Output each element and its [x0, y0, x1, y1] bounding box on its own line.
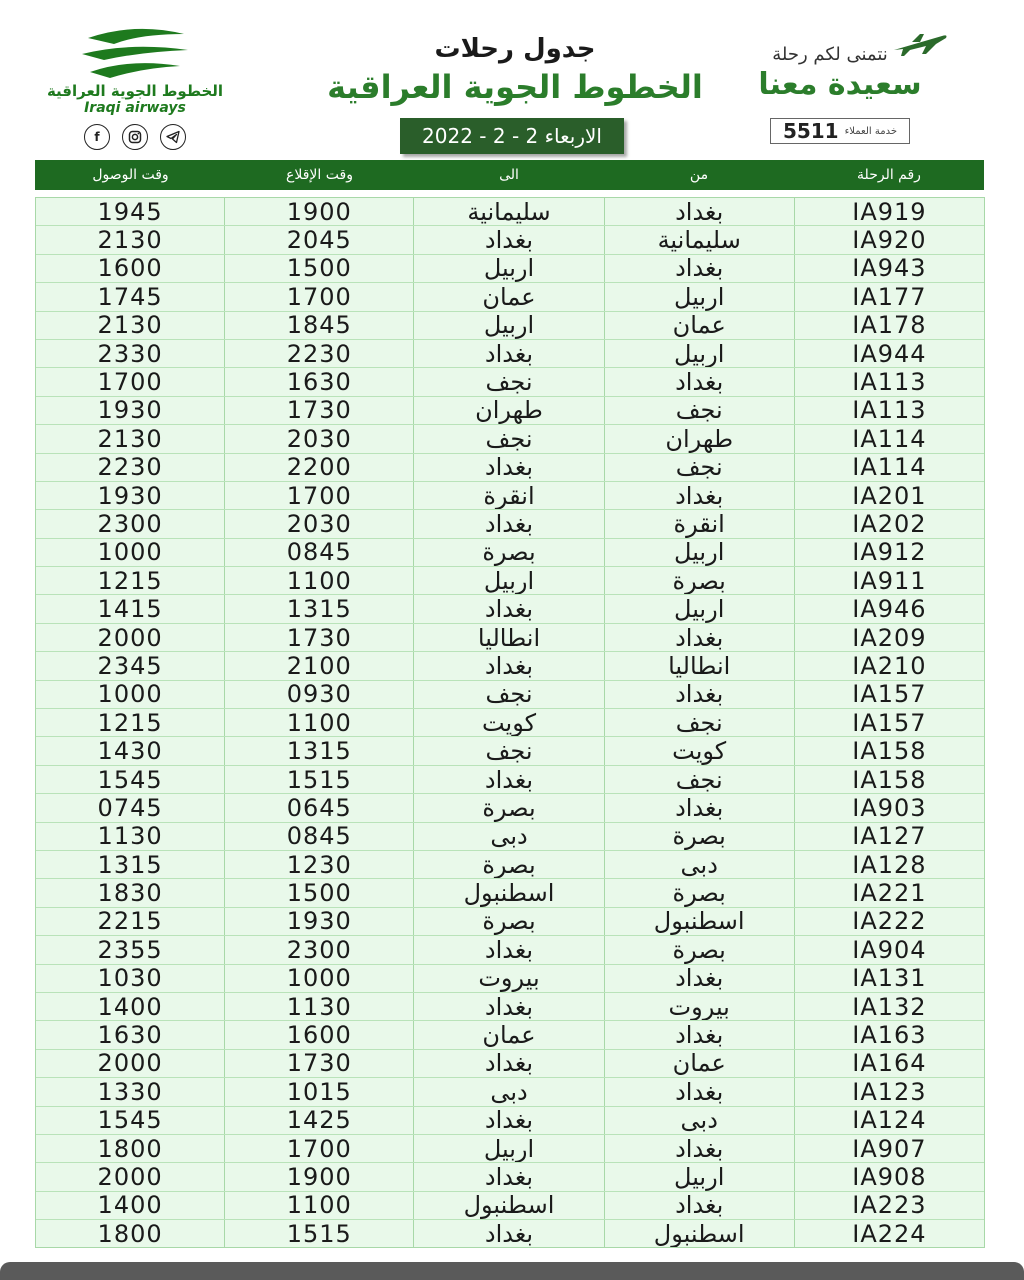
- destination-cell: بغداد: [413, 1163, 603, 1190]
- departure-time-cell: 1930: [224, 908, 413, 935]
- arrival-time-cell: 2130: [97, 226, 163, 254]
- column-header-from: من: [689, 167, 709, 183]
- destination-cell: انطاليا: [413, 624, 603, 651]
- table-row: [36, 283, 984, 311]
- flight-number-cell: IA114: [794, 454, 984, 481]
- origin-cell: بصرة: [604, 823, 794, 850]
- origin-cell: بصرة: [604, 567, 794, 594]
- origin-cell: نجف: [604, 766, 794, 793]
- iraqi-airways-logo-icon: [80, 28, 190, 80]
- destination-cell: بغداد: [413, 595, 603, 622]
- flight-number-cell: IA158: [794, 737, 984, 764]
- destination-cell: بغداد: [413, 510, 603, 537]
- destination-cell: بغداد: [413, 454, 603, 481]
- origin-cell: بغداد: [604, 1192, 794, 1219]
- table-row: [36, 965, 984, 993]
- origin-cell: بغداد: [604, 965, 794, 992]
- flight-number-cell: IA919: [794, 198, 984, 225]
- origin-cell: عمان: [604, 1050, 794, 1077]
- table-row: [36, 255, 984, 283]
- flight-number-cell: IA201: [794, 482, 984, 509]
- table-row: [36, 794, 984, 822]
- departure-time-cell: 1100: [224, 567, 413, 594]
- origin-cell: انقرة: [604, 510, 794, 537]
- table-row: [36, 823, 984, 851]
- table-row: [36, 709, 984, 737]
- table-row: [36, 1192, 984, 1220]
- table-row: [36, 1135, 984, 1163]
- flight-number-cell: IA911: [794, 567, 984, 594]
- destination-cell: اربيل: [413, 312, 603, 339]
- departure-time-cell: 1315: [224, 595, 413, 622]
- table-row: [36, 312, 984, 340]
- destination-cell: طهران: [413, 397, 603, 424]
- departure-time-cell: 0845: [224, 539, 413, 566]
- table-row: [36, 482, 984, 510]
- departure-time-cell: 1100: [224, 1192, 413, 1219]
- flight-number-cell: IA943: [794, 255, 984, 282]
- telegram-icon[interactable]: [160, 124, 186, 150]
- bottom-bar: [0, 1262, 1024, 1280]
- destination-cell: كويت: [413, 709, 603, 736]
- table-row: [36, 652, 984, 680]
- destination-cell: بغداد: [413, 1050, 603, 1077]
- page-title-block: [320, 34, 710, 106]
- flight-number-cell: IA221: [794, 879, 984, 906]
- flight-number-cell: IA202: [794, 510, 984, 537]
- arrival-time-cell: 1315: [97, 850, 163, 879]
- page-title: جدول رحلات: [434, 34, 596, 64]
- flight-number-cell: IA944: [794, 340, 984, 367]
- flight-number-cell: IA157: [794, 681, 984, 708]
- flights-table: [35, 197, 985, 1248]
- destination-cell: سليمانية: [413, 198, 603, 225]
- arrival-time-cell: 1415: [97, 595, 163, 623]
- flight-number-cell: IA908: [794, 1163, 984, 1190]
- table-row: [36, 936, 984, 964]
- destination-cell: بغداد: [413, 1220, 603, 1247]
- table-row: [36, 851, 984, 879]
- departure-time-cell: 2030: [224, 510, 413, 537]
- flight-number-cell: IA946: [794, 595, 984, 622]
- destination-cell: اسطنبول: [413, 1192, 603, 1219]
- destination-cell: عمان: [413, 1021, 603, 1048]
- arrival-time-cell: 1545: [97, 765, 163, 794]
- table-row: [36, 567, 984, 595]
- table-row: [36, 539, 984, 567]
- departure-time-cell: 1315: [224, 737, 413, 764]
- table-row: [36, 681, 984, 709]
- table-row: [36, 425, 984, 453]
- column-header-arrival: وقت الوصول: [92, 167, 169, 183]
- flight-number-cell: IA209: [794, 624, 984, 651]
- departure-time-cell: 1100: [224, 709, 413, 736]
- destination-cell: نجف: [413, 368, 603, 395]
- origin-cell: اربيل: [604, 539, 794, 566]
- origin-cell: بغداد: [604, 1078, 794, 1105]
- origin-cell: بيروت: [604, 993, 794, 1020]
- table-row: [36, 368, 984, 396]
- departure-time-cell: 1130: [224, 993, 413, 1020]
- arrival-time-cell: 2330: [97, 339, 163, 368]
- table-row: [36, 198, 984, 226]
- origin-cell: بغداد: [604, 624, 794, 651]
- arrival-time-cell: 2230: [97, 453, 163, 481]
- flight-number-cell: IA178: [794, 312, 984, 339]
- table-row: [36, 340, 984, 368]
- departure-time-cell: 0645: [224, 794, 413, 821]
- arrival-time-cell: 2000: [97, 1163, 163, 1191]
- flight-number-cell: IA124: [794, 1107, 984, 1134]
- table-row: [36, 993, 984, 1021]
- schedule-date: الاربعاء 2 - 2 - 2022: [400, 118, 624, 154]
- facebook-icon[interactable]: f: [84, 124, 110, 150]
- destination-cell: نجف: [413, 425, 603, 452]
- origin-cell: اسطنبول: [604, 908, 794, 935]
- arrival-time-cell: 1400: [97, 1191, 163, 1220]
- slogan-block: [740, 30, 950, 102]
- departure-time-cell: 0930: [224, 681, 413, 708]
- destination-cell: بصرة: [413, 851, 603, 878]
- destination-cell: بصرة: [413, 908, 603, 935]
- departure-time-cell: 1700: [224, 482, 413, 509]
- arrival-time-cell: 1830: [97, 879, 163, 907]
- arrival-time-cell: 1000: [97, 680, 163, 709]
- flight-number-cell: IA912: [794, 539, 984, 566]
- brand-name-arabic: الخطوط الجوية العراقية: [46, 82, 224, 100]
- destination-cell: بغداد: [413, 993, 603, 1020]
- instagram-icon[interactable]: [122, 124, 148, 150]
- table-header: [35, 160, 984, 190]
- origin-cell: بصرة: [604, 936, 794, 963]
- flight-number-cell: IA127: [794, 823, 984, 850]
- departure-time-cell: 0845: [224, 823, 413, 850]
- slogan-line2: سعيدة معنا: [758, 67, 922, 102]
- origin-cell: بغداد: [604, 681, 794, 708]
- arrival-time-cell: 1630: [97, 1021, 163, 1049]
- destination-cell: دبى: [413, 1078, 603, 1105]
- origin-cell: نجف: [604, 454, 794, 481]
- table-row: [36, 1220, 984, 1247]
- destination-cell: بغداد: [413, 936, 603, 963]
- arrival-time-cell: 1700: [97, 368, 163, 396]
- departure-time-cell: 1730: [224, 1050, 413, 1077]
- departure-time-cell: 1900: [224, 198, 413, 225]
- flight-number-cell: IA223: [794, 1192, 984, 1219]
- slogan-line1: نتمنى لكم رحلة: [772, 44, 888, 65]
- departure-time-cell: 1015: [224, 1078, 413, 1105]
- origin-cell: نجف: [604, 397, 794, 424]
- flight-number-cell: IA114: [794, 425, 984, 452]
- flight-number-cell: IA128: [794, 851, 984, 878]
- destination-cell: بصرة: [413, 539, 603, 566]
- column-header-flight: رقم الرحلة: [857, 167, 921, 183]
- table-row: [36, 908, 984, 936]
- departure-time-cell: 1515: [224, 766, 413, 793]
- flight-number-cell: IA157: [794, 709, 984, 736]
- origin-cell: اربيل: [604, 595, 794, 622]
- origin-cell: اسطنبول: [604, 1220, 794, 1247]
- origin-cell: اربيل: [604, 1163, 794, 1190]
- customer-service-number: 5511: [782, 119, 839, 143]
- departure-time-cell: 2230: [224, 340, 413, 367]
- destination-cell: نجف: [413, 737, 603, 764]
- departure-time-cell: 1700: [224, 283, 413, 310]
- flight-number-cell: IA164: [794, 1050, 984, 1077]
- origin-cell: بصرة: [604, 879, 794, 906]
- brand-name-english: Iraqi airways: [84, 100, 186, 116]
- social-links: [40, 124, 230, 150]
- arrival-time-cell: 2300: [97, 510, 163, 538]
- column-header-to: الى: [499, 167, 519, 183]
- departure-time-cell: 2300: [224, 936, 413, 963]
- table-row: [36, 1021, 984, 1049]
- flight-number-cell: IA224: [794, 1220, 984, 1247]
- page-subtitle: الخطوط الجوية العراقية: [327, 68, 703, 106]
- arrival-time-cell: 1945: [97, 198, 163, 226]
- flight-number-cell: IA163: [794, 1021, 984, 1048]
- departure-time-cell: 1845: [224, 312, 413, 339]
- departure-time-cell: 2045: [224, 226, 413, 253]
- flight-number-cell: IA131: [794, 965, 984, 992]
- flight-number-cell: IA132: [794, 993, 984, 1020]
- arrival-time-cell: 2215: [97, 907, 163, 936]
- flight-number-cell: IA113: [794, 368, 984, 395]
- arrival-time-cell: 0745: [97, 794, 163, 822]
- arrival-time-cell: 1930: [97, 481, 163, 510]
- origin-cell: اربيل: [604, 340, 794, 367]
- origin-cell: عمان: [604, 312, 794, 339]
- destination-cell: اربيل: [413, 1135, 603, 1162]
- flight-number-cell: IA158: [794, 766, 984, 793]
- arrival-time-cell: 1215: [97, 567, 163, 595]
- departure-time-cell: 2030: [224, 425, 413, 452]
- origin-cell: بغداد: [604, 255, 794, 282]
- flight-number-cell: IA907: [794, 1135, 984, 1162]
- flight-number-cell: IA903: [794, 794, 984, 821]
- departure-time-cell: 1515: [224, 1220, 413, 1247]
- destination-cell: بغداد: [413, 1107, 603, 1134]
- departure-time-cell: 1500: [224, 255, 413, 282]
- destination-cell: بغداد: [413, 226, 603, 253]
- destination-cell: بغداد: [413, 652, 603, 679]
- arrival-time-cell: 2000: [97, 1049, 163, 1078]
- origin-cell: سليمانية: [604, 226, 794, 253]
- arrival-time-cell: 1430: [97, 737, 163, 765]
- arrival-time-cell: 1030: [97, 964, 163, 992]
- flight-number-cell: IA904: [794, 936, 984, 963]
- flight-number-cell: IA123: [794, 1078, 984, 1105]
- flight-number-cell: IA177: [794, 283, 984, 310]
- arrival-time-cell: 1545: [97, 1106, 163, 1134]
- departure-time-cell: 1630: [224, 368, 413, 395]
- departure-time-cell: 1500: [224, 879, 413, 906]
- table-row: [36, 1050, 984, 1078]
- destination-cell: انقرة: [413, 482, 603, 509]
- origin-cell: كويت: [604, 737, 794, 764]
- flight-number-cell: IA113: [794, 397, 984, 424]
- arrival-time-cell: 1215: [97, 709, 163, 737]
- destination-cell: نجف: [413, 681, 603, 708]
- origin-cell: طهران: [604, 425, 794, 452]
- origin-cell: انطاليا: [604, 652, 794, 679]
- departure-time-cell: 1900: [224, 1163, 413, 1190]
- table-row: [36, 879, 984, 907]
- destination-cell: بيروت: [413, 965, 603, 992]
- origin-cell: بغداد: [604, 794, 794, 821]
- table-row: [36, 737, 984, 765]
- flight-number-cell: IA920: [794, 226, 984, 253]
- column-header-departure: وقت الإقلاع: [286, 167, 353, 183]
- origin-cell: دبى: [604, 851, 794, 878]
- brand-logo-block: [40, 28, 230, 150]
- origin-cell: بغداد: [604, 1135, 794, 1162]
- departure-time-cell: 1230: [224, 851, 413, 878]
- table-row: [36, 624, 984, 652]
- destination-cell: عمان: [413, 283, 603, 310]
- arrival-time-cell: 2130: [97, 425, 163, 453]
- table-row: [36, 1078, 984, 1106]
- arrival-time-cell: 1400: [97, 992, 163, 1021]
- origin-cell: بغداد: [604, 198, 794, 225]
- destination-cell: بغداد: [413, 340, 603, 367]
- arrival-time-cell: 2345: [97, 652, 163, 680]
- destination-cell: اسطنبول: [413, 879, 603, 906]
- departure-time-cell: 1730: [224, 397, 413, 424]
- arrival-time-cell: 1800: [97, 1220, 163, 1248]
- origin-cell: بغداد: [604, 368, 794, 395]
- destination-cell: دبى: [413, 823, 603, 850]
- table-row: [36, 595, 984, 623]
- departure-time-cell: 1425: [224, 1107, 413, 1134]
- origin-cell: بغداد: [604, 482, 794, 509]
- origin-cell: اربيل: [604, 283, 794, 310]
- destination-cell: بصرة: [413, 794, 603, 821]
- arrival-time-cell: 1000: [97, 538, 163, 567]
- departure-time-cell: 2200: [224, 454, 413, 481]
- arrival-time-cell: 1800: [97, 1134, 163, 1163]
- destination-cell: بغداد: [413, 766, 603, 793]
- arrival-time-cell: 1330: [97, 1078, 163, 1106]
- origin-cell: دبى: [604, 1107, 794, 1134]
- departure-time-cell: 2100: [224, 652, 413, 679]
- flight-number-cell: IA222: [794, 908, 984, 935]
- departure-time-cell: 1730: [224, 624, 413, 651]
- arrival-time-cell: 1600: [97, 254, 163, 283]
- customer-service-box: [770, 118, 910, 144]
- arrival-time-cell: 2355: [97, 936, 163, 964]
- table-row: [36, 226, 984, 254]
- departure-time-cell: 1000: [224, 965, 413, 992]
- destination-cell: اربيل: [413, 255, 603, 282]
- flight-number-cell: IA210: [794, 652, 984, 679]
- table-row: [36, 397, 984, 425]
- origin-cell: نجف: [604, 709, 794, 736]
- arrival-time-cell: 2000: [97, 623, 163, 652]
- origin-cell: بغداد: [604, 1021, 794, 1048]
- table-row: [36, 510, 984, 538]
- table-row: [36, 454, 984, 482]
- arrival-time-cell: 2130: [97, 311, 163, 339]
- arrival-time-cell: 1930: [97, 396, 163, 425]
- table-row: [36, 1163, 984, 1191]
- destination-cell: اربيل: [413, 567, 603, 594]
- departure-time-cell: 1700: [224, 1135, 413, 1162]
- customer-service-label: خدمة العملاء: [844, 125, 898, 137]
- table-row: [36, 766, 984, 794]
- departure-time-cell: 1600: [224, 1021, 413, 1048]
- table-row: [36, 1107, 984, 1135]
- arrival-time-cell: 1745: [97, 283, 163, 311]
- arrival-time-cell: 1130: [97, 822, 163, 850]
